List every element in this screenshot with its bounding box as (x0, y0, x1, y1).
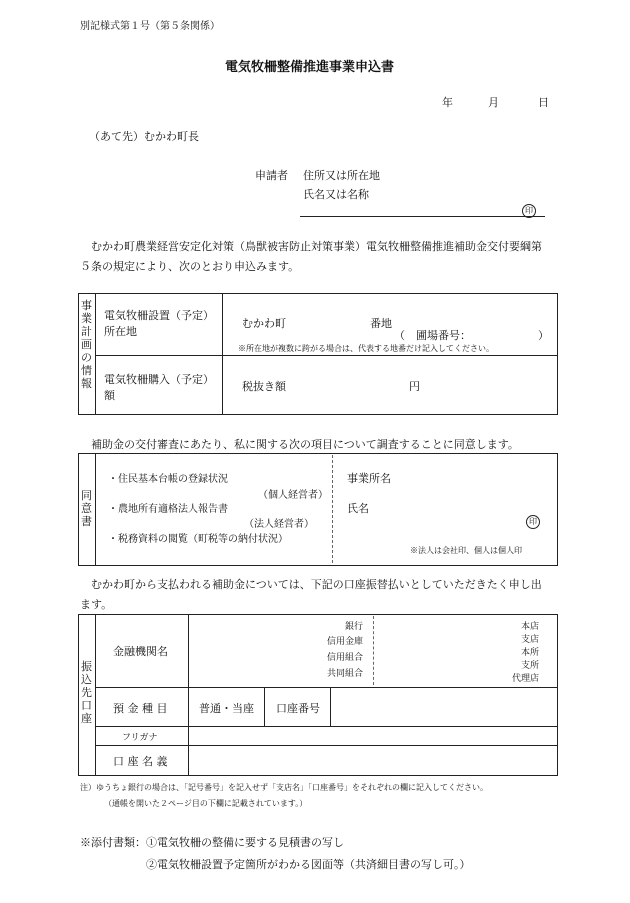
institution-label: 金融機関名 (113, 645, 168, 658)
consent-intro: 補助金の交付審査にあたり、私に関する次の項目について調査することに同意します。 (91, 438, 519, 451)
location-note: ※所在地が複数に跨がる場合は、代表する地番だけ記入してください。 (238, 344, 494, 353)
account-name-label: 口 座 名 義 (113, 755, 168, 768)
applicant-name-label: 氏名又は名称 (303, 188, 369, 201)
consent-item-resident-registry: ・住民基本台帳の登録状況 (108, 474, 228, 485)
attachment-map: ②電気牧柵設置予定箇所がわかる図面等（共済細目書の写し可。） (146, 858, 471, 871)
attachment-estimate: ①電気牧柵の整備に要する見積書の写し (146, 836, 344, 849)
page-title: 電気牧柵整備推進事業申込書 (225, 60, 395, 75)
applicant-signature-line (300, 216, 545, 217)
consent-name-label: 氏名 (347, 502, 369, 515)
date-day-label: 日 (538, 96, 549, 109)
purchase-yen-label: 円 (409, 380, 420, 393)
consent-item-farmland-report: ・農地所有適格法人報告書 (108, 504, 228, 515)
addressee: （あて先）むかわ町長 (89, 130, 199, 143)
consent-seal-note: ※法人は会社印、個人は個人印 (410, 546, 522, 555)
applicant-address-label: 住所又は所在地 (303, 169, 380, 182)
town-text: むかわ町 (242, 317, 286, 330)
field-number-close: ） (538, 329, 549, 342)
consent-seal-mark: 印 (526, 515, 540, 529)
institution-type-shinkin: 信用金庫 (327, 637, 364, 647)
institution-type-bank: 銀行 (345, 622, 364, 632)
date-year-label: 年 (442, 96, 453, 109)
branch-type-agency: 代理店 (512, 674, 540, 684)
note-passbook: （通帳を開いた２ページ目の下欄に記載されています。） (104, 799, 308, 808)
applicant-seal-mark: 印 (522, 204, 536, 218)
form-number: 別記様式第１号（第５条関係） (80, 21, 220, 32)
payment-intro: むかわ町から支払われる補助金については、下記の口座振替払いとしていただきたく申し出ます。 (80, 578, 542, 611)
consent-item-resident-sub: （個人経営者） (258, 490, 328, 501)
field-number-label: （ 圃場番号： (394, 329, 471, 342)
intro-text: むかわ町農業経営安定化対策（鳥獣被害防止対策事業）電気牧柵整備推進補助金交付要綱第５条の規定により、次のとおり申込みます。 (80, 240, 542, 273)
applicant-label: 申請者 (255, 169, 288, 182)
plan-side-label: 事業計画の情報 (81, 299, 92, 390)
date-month-label: 月 (488, 96, 499, 109)
consent-office-label: 事業所名 (347, 472, 391, 485)
institution-type-cooperative: 共同組合 (327, 669, 364, 679)
attachments-label: ※添付書類： (80, 836, 146, 849)
deposit-type-label: 預 金 種 目 (113, 702, 168, 715)
institution-type-credit-union: 信用組合 (327, 653, 364, 663)
consent-item-farmland-sub: （法人経営者） (244, 519, 314, 530)
note-japan-post: 注）ゆうちょ銀行の場合は、「記号番号」を記入せず「支店名」「口座番号」をそれぞれの欄に記入してください。 (80, 783, 488, 792)
deposit-type-value: 普通・当座 (199, 702, 254, 715)
furigana-label: フリガナ (122, 733, 158, 743)
branch-type-head-office: 本店 (521, 622, 540, 632)
consent-side-label: 同意書 (81, 489, 92, 528)
account-number-label: 口座番号 (276, 702, 320, 715)
branch-type-sub: 支所 (521, 661, 540, 671)
tax-excluded-label: 税抜き額 (242, 380, 286, 393)
bank-side-label: 振込先口座 (81, 660, 92, 725)
location-label: 電気牧柵設置（予定）所在地 (104, 309, 214, 338)
consent-item-tax: ・税務資料の閲覧（町税等の納付状況） (108, 534, 288, 545)
purchase-label: 電気牧柵購入（予定）額 (104, 373, 214, 402)
branch-type-main: 本所 (521, 648, 540, 658)
branch-type-branch: 支店 (521, 635, 540, 645)
lot-label: 番地 (370, 317, 392, 330)
bank-table (78, 614, 558, 776)
